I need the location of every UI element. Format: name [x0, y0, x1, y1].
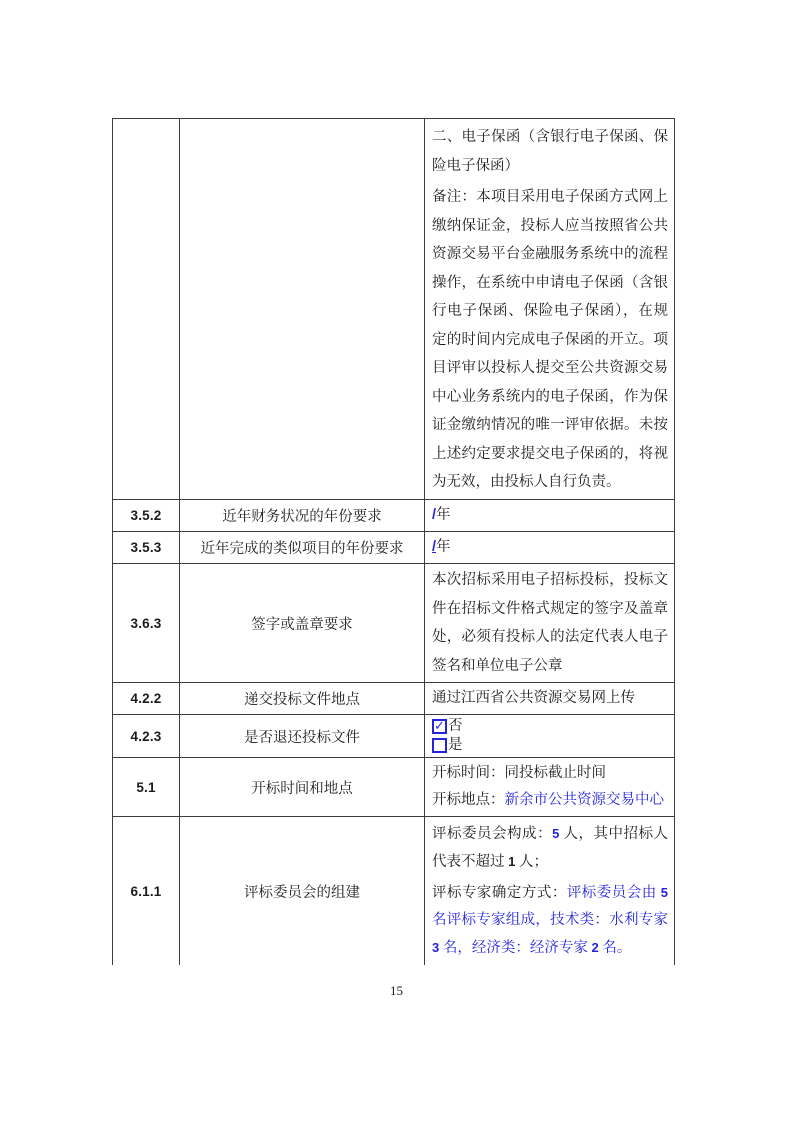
checkbox-checked-icon [432, 719, 447, 734]
signature-requirement-text: 本次招标采用电子招标投标，投标文件在招标文件格式规定的签字及盖章处，必须有投标人的法定代表人电子签名和单位电子公章 [432, 572, 668, 674]
table-row-guarantee-continued [113, 119, 675, 500]
clause-label: 递交投标文件地点 [180, 683, 425, 715]
clause-label: 开标时间和地点 [180, 758, 425, 817]
technical-expert-count: 3 [432, 940, 440, 955]
clause-content [425, 532, 675, 564]
value-line [432, 534, 668, 561]
clause-id: 5.1 [113, 758, 180, 817]
opening-place-prefix: 开标地点： [432, 792, 505, 808]
table-row-423 [113, 715, 675, 758]
composition-prefix: 评标委员会构成： [432, 826, 553, 842]
clause-label-cell [180, 119, 425, 500]
composition-mid: 人，其中招标人代表不超过 [432, 826, 669, 870]
clause-content [425, 500, 675, 532]
bid-conditions-table [112, 118, 675, 965]
table-row-611 [113, 817, 675, 965]
blank-slash-value: / [432, 507, 437, 523]
opening-time-line: 开标时间：同投标截止时间 [432, 765, 606, 781]
option-yes-row [432, 736, 668, 755]
clause-id-cell [113, 119, 180, 500]
option-no-label: 否 [448, 718, 463, 734]
clause-label: 是否退还投标文件 [180, 715, 425, 758]
expert-method-seg1: 评标委员会由 [566, 885, 661, 901]
clause-id: 4.2.2 [113, 683, 180, 715]
opening-place-value: 新余市公共资源交易中心 [504, 792, 664, 808]
opening-place-line [432, 787, 668, 814]
clause-content [425, 817, 675, 965]
clause-label: 评标委员会的组建 [180, 817, 425, 965]
expert-method-seg4: 名。 [598, 940, 632, 956]
clause-label: 近年财务状况的年份要求 [180, 500, 425, 532]
check-mark-icon: ✓ [434, 718, 445, 734]
clause-id: 3.5.3 [113, 532, 180, 564]
clause-label: 近年完成的类似项目的年份要求 [180, 532, 425, 564]
clause-id: 3.6.3 [113, 564, 180, 683]
expert-total-count: 5 [660, 885, 669, 900]
clause-id: 3.5.2 [113, 500, 180, 532]
guarantee-note: 备注：本项目采用电子保函方式网上缴纳保证金，投标人应当按照省公共资源交易平台金融服务系统中的流程操作，在系统中申请电子保函（含银行电子保函、保险电子保函），在规定的时间内完成电子保函的开立。项目评审以投标人提交至公共资源交易中心业务系统内的电子保函，作为保证金缴纳情况的唯一评审依据。未按上述约定要求提交电子保函的，将视为无效，由投标人自行负责。 [432, 189, 668, 490]
clause-id: 4.2.3 [113, 715, 180, 758]
option-no-row [432, 717, 668, 736]
table-row-353 [113, 532, 675, 564]
expert-method-seg2: 名评标专家组成，技术类：水利专家 [432, 912, 668, 928]
table-row-352 [113, 500, 675, 532]
option-yes-label: 是 [448, 737, 463, 753]
clause-id: 6.1.1 [113, 817, 180, 965]
expert-method-line [432, 879, 668, 962]
clause-content [425, 683, 675, 715]
table-row-363 [113, 564, 675, 683]
blank-slash-value-underlined: / [432, 539, 437, 555]
submission-place-text: 通过江西省公共资源交易网上传 [432, 690, 635, 706]
committee-size-value: 5 [552, 826, 560, 841]
unit-label: 年 [436, 507, 451, 523]
value-line [432, 502, 668, 529]
table-row-51 [113, 758, 675, 817]
expert-method-prefix: 评标专家确定方式： [432, 885, 567, 901]
expert-method-seg3: 名，经济类：经济专家 [439, 940, 592, 956]
clause-content [425, 715, 675, 758]
page-number: 15 [390, 983, 403, 998]
clause-content [425, 758, 675, 817]
clause-content [425, 564, 675, 683]
economic-expert-count: 2 [591, 940, 599, 955]
checkbox-unchecked-icon [432, 738, 447, 753]
clause-label: 签字或盖章要求 [180, 564, 425, 683]
owner-rep-count: 1 [508, 854, 516, 869]
unit-label: 年 [436, 539, 451, 555]
guarantee-heading: 二、电子保函（含银行电子保函、保险电子保函） [432, 129, 668, 174]
clause-content-cell [425, 119, 675, 500]
table-row-422 [113, 683, 675, 715]
composition-end: 人； [515, 854, 548, 870]
committee-composition-line [432, 820, 668, 876]
